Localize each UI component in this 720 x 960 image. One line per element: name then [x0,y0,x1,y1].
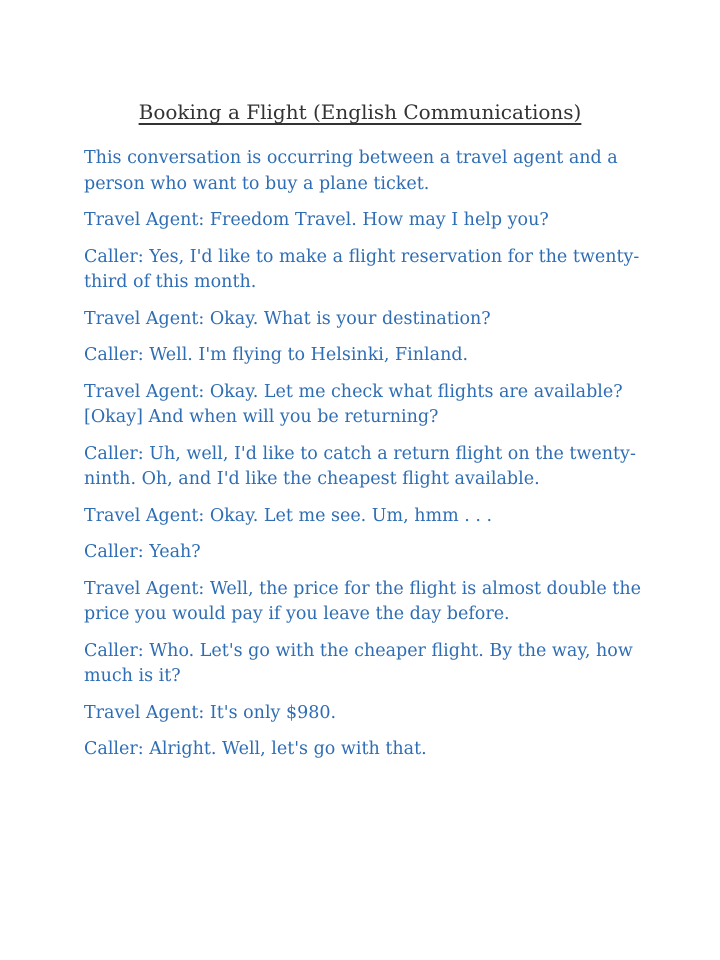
dialogue-line: Travel Agent: Okay. Let me check what flights are available? [Okay] And when will you be returning? [84,381,623,427]
dialogue-line: Caller: Who. Let's go with the cheaper flight. By the way, how much is it? [84,640,633,686]
dialogue-line: Caller: Uh, well, I'd like to catch a return flight on the twenty-ninth. Oh, and I'd like the cheapest flight available. [84,443,636,489]
dialogue-line: Travel Agent: Well, the price for the flight is almost double the price you would pay if you leave the day before. [84,578,641,624]
document-title: Booking a Flight (English Communications) [138,100,582,124]
dialogue-line: Caller: Alright. Well, let's go with that. [84,739,427,759]
dialogue-line: Travel Agent: Freedom Travel. How may I help you? [84,210,549,230]
dialogue-line: Travel Agent: Okay. What is your destination? [84,308,491,329]
dialogue-line: Caller: Well. I'm flying to Helsinki, Finland. [84,345,469,365]
intro-paragraph: This conversation is occurring between a travel agent and a person who want to buy a plane ticket. [84,148,618,194]
dialogue-line: Travel Agent: It's only $980. [84,702,337,723]
dialogue-body [84,146,644,774]
dialogue-line: Travel Agent: Okay. Let me see. Um, hmm . . . [84,505,493,526]
dialogue-line: Caller: Yeah? [84,542,201,562]
dialogue-line: Caller: Yes, I'd like to make a flight reservation for the twenty-third of this month. [84,246,640,292]
